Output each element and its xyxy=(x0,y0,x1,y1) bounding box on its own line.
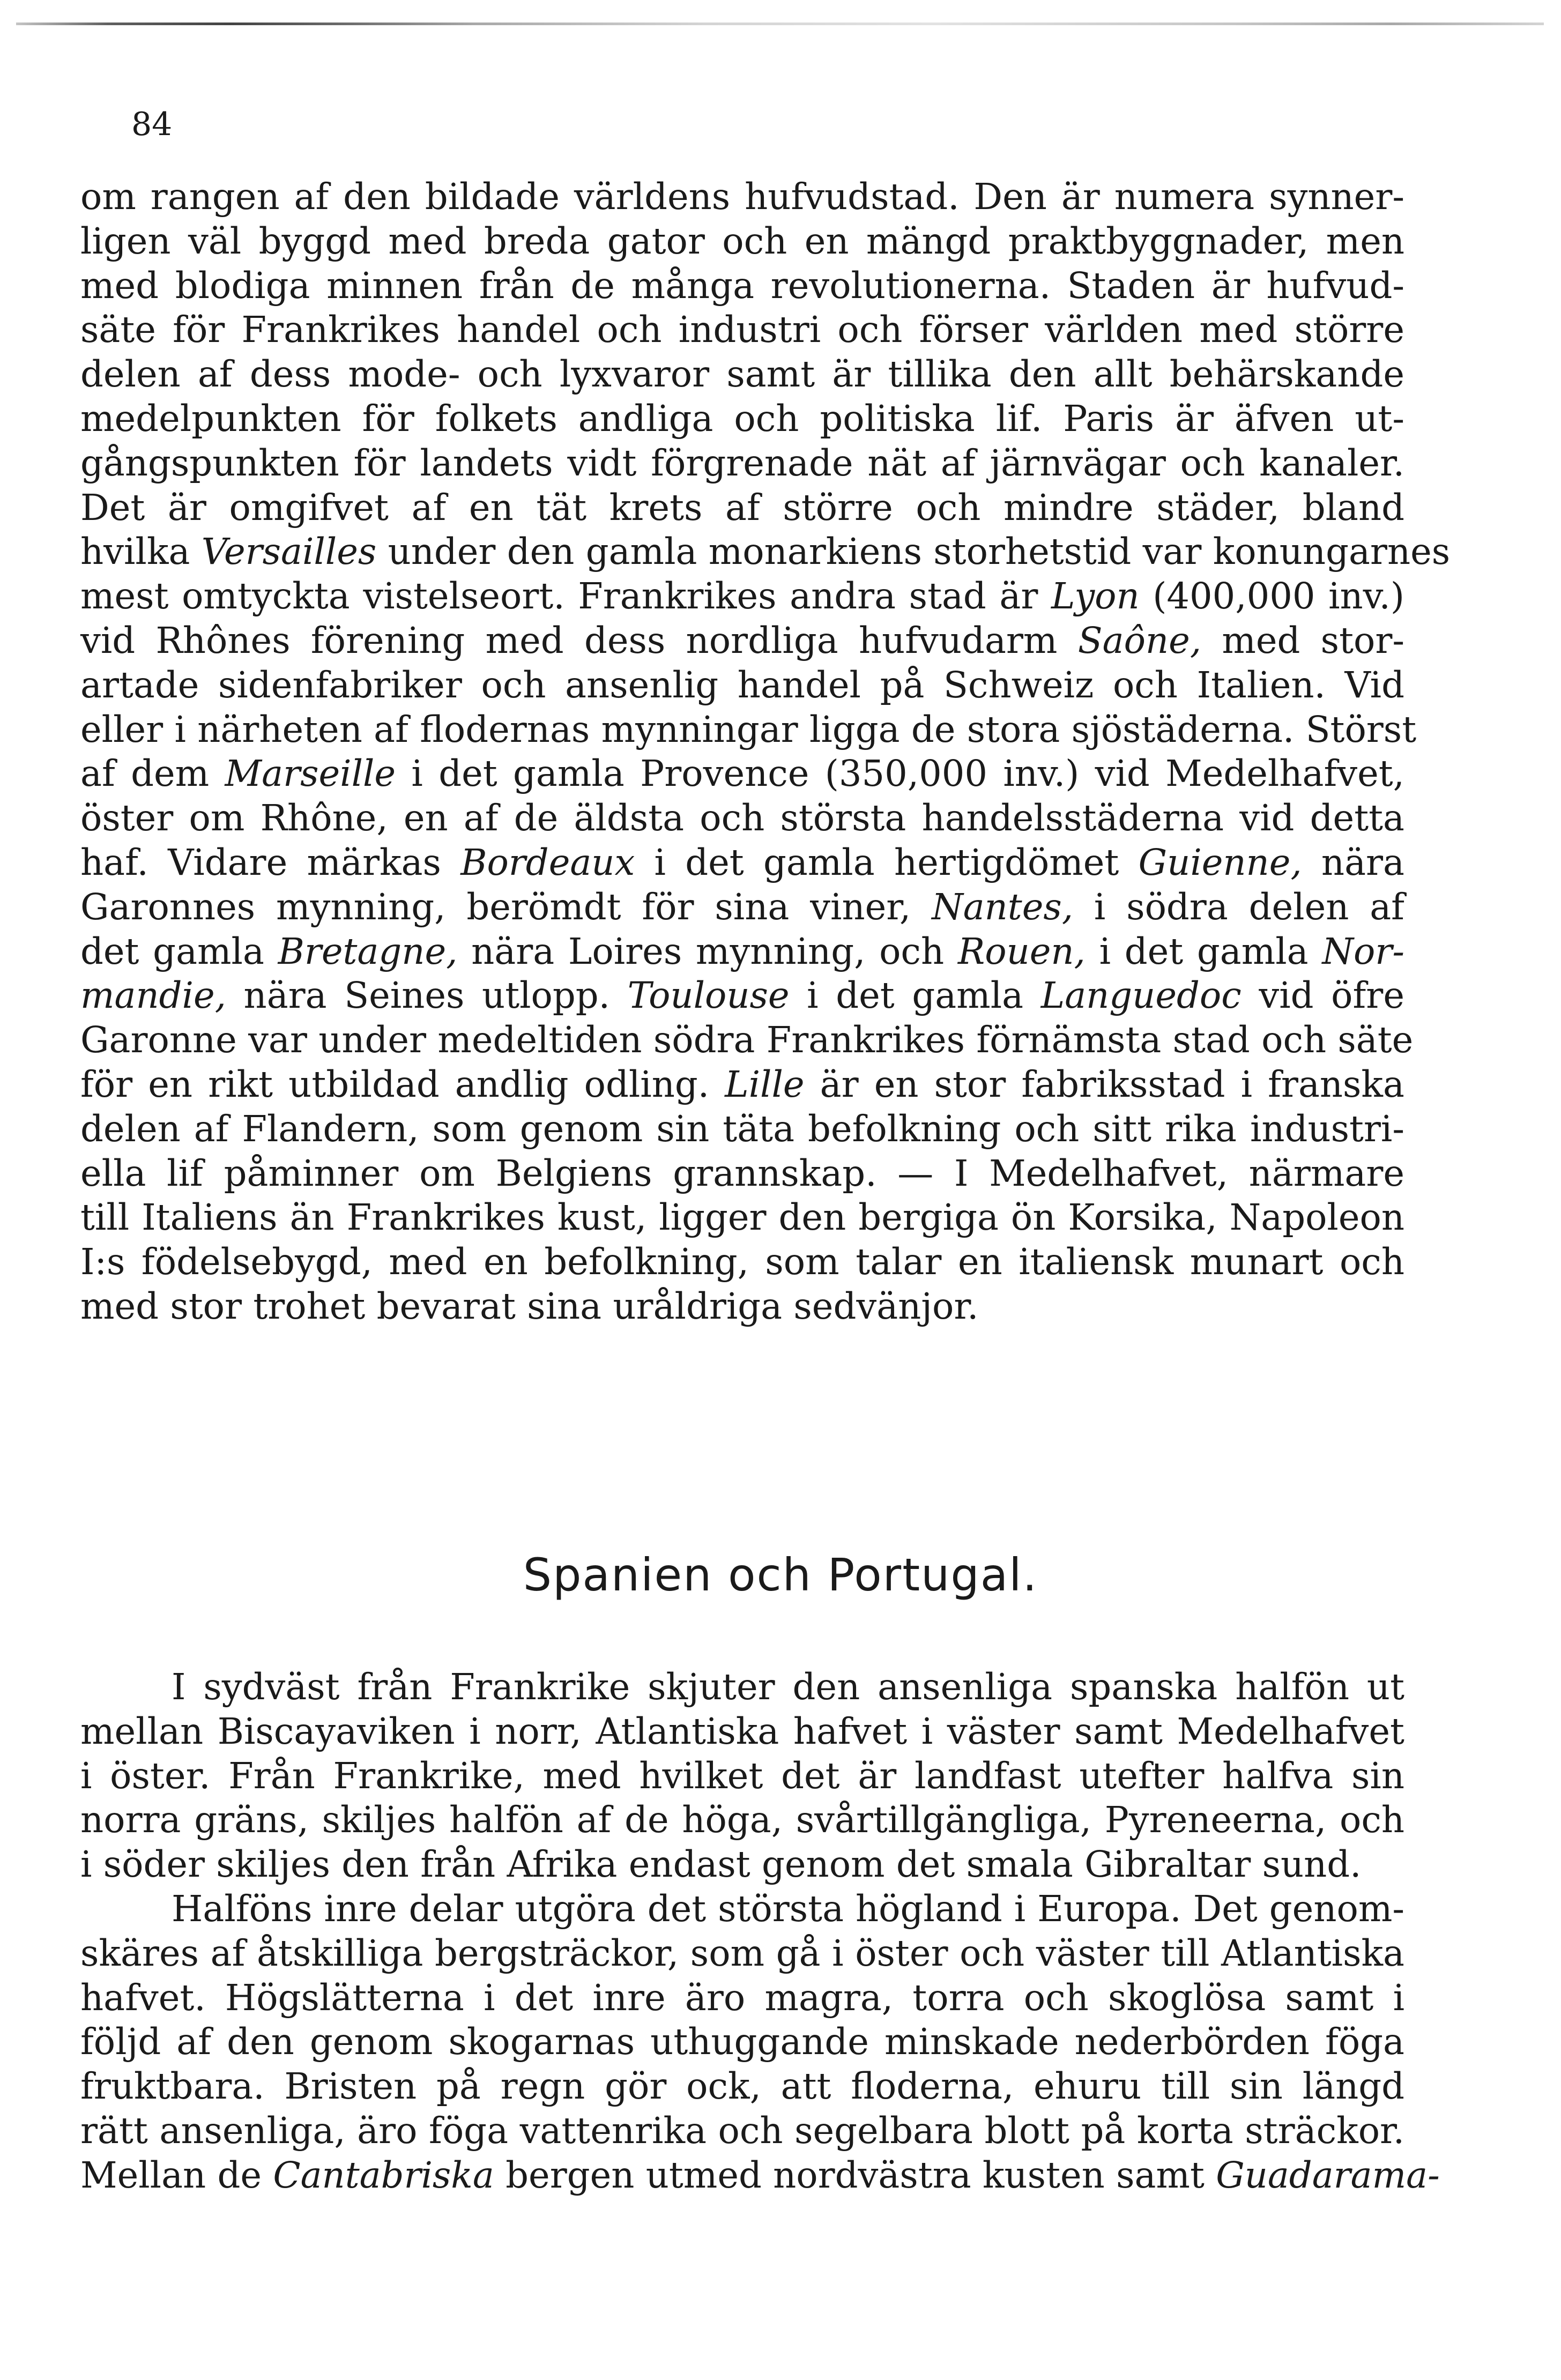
text-line: till Italiens än Frankrikes kust, ligger den bergiga ön Korsika, Napoleon xyxy=(80,1196,1404,1239)
italic-place-name: Cantabriska xyxy=(273,2154,494,2196)
text-line: Mellan de Cantabriska bergen utmed nordvästra kusten samt Guadarama- xyxy=(80,2154,1440,2196)
text-line: Garonne var under medeltiden södra Frankrikes förnämsta stad och säte xyxy=(80,1019,1414,1061)
text-line: I:s födelsebygd, med en befolkning, som talar en italiensk munart och xyxy=(80,1241,1404,1283)
text-line: mest omtyckta vistelseort. Frankrikes andra stad är Lyon (400,000 inv.) xyxy=(80,575,1404,618)
text-line: delen af dess mode- och lyxvaror samt är tillika den allt behärskande xyxy=(80,353,1404,396)
text-line: hafvet. Högslätterna i det inre äro magra, torra och skoglösa samt i xyxy=(80,1976,1404,2019)
text-line: det gamla Bretagne, nära Loires mynning, och Rouen, i det gamla Nor- xyxy=(80,930,1404,972)
text-line: med stor trohet bevarat sina uråldriga sedvänjor. xyxy=(80,1285,979,1327)
text-line: I sydväst från Frankrike skjuter den ansenliga spanska halfön ut xyxy=(172,1666,1404,1708)
section-heading: Spanien och Portugal. xyxy=(523,1549,1038,1601)
text-line: rätt ansenliga, äro föga vattenrika och segelbara blott på korta sträckor. xyxy=(80,2109,1404,2152)
text-line: vid Rhônes förening med dess nordliga hufvudarm Saône, med stor- xyxy=(80,619,1404,661)
text-line: säte för Frankrikes handel och industri och förser världen med större xyxy=(80,309,1404,351)
text-line: medelpunkten för folkets andliga och politiska lif. Paris är äfven ut- xyxy=(80,397,1404,440)
text-line: norra gräns, skiljes halfön af de höga, svårtillgängliga, Pyreneerna, och xyxy=(80,1799,1404,1841)
text-line: eller i närheten af flodernas mynningar ligga de stora sjöstäderna. Störst xyxy=(80,708,1417,750)
italic-place-name: Lille xyxy=(725,1063,805,1105)
italic-place-name: Languedoc xyxy=(1040,975,1242,1017)
paragraph-iberian-peninsula xyxy=(80,1665,1440,2198)
text-line: hvilka Versailles under den gamla monarkiens storhetstid var konungarnes xyxy=(80,531,1451,573)
text-line: om rangen af den bildade världens hufvudstad. Den är numera synner- xyxy=(80,176,1404,218)
text-line: med blodiga minnen från de många revolutionerna. Staden är hufvud- xyxy=(80,264,1404,307)
italic-place-name: Rouen, xyxy=(957,930,1086,972)
italic-place-name: Guienne, xyxy=(1138,841,1302,883)
italic-place-name: Bordeaux xyxy=(460,841,635,883)
text-line: i öster. Från Frankrike, med hvilket det är landfast utefter halfva sin xyxy=(80,1754,1404,1797)
italic-place-name: Saône, xyxy=(1077,619,1202,661)
text-line: Halföns inre delar utgöra det största högland i Europa. Det genom- xyxy=(172,1887,1404,1930)
text-line: artade sidenfabriker och ansenlig handel på Schweiz och Italien. Vid xyxy=(80,664,1404,706)
text-line: fruktbara. Bristen på regn gör ock, att floderna, ehuru till sin längd xyxy=(80,2065,1404,2108)
italic-place-name: Guadarama- xyxy=(1216,2154,1440,2196)
italic-place-name: Bretagne, xyxy=(278,930,458,972)
text-line: öster om Rhône, en af de äldsta och största handelsstäderna vid detta xyxy=(80,797,1404,839)
italic-place-name: Lyon xyxy=(1051,575,1140,618)
paragraph-paris-and-french-cities xyxy=(80,175,1451,1329)
page-number: 84 xyxy=(131,106,173,143)
italic-place-name: Versailles xyxy=(201,531,377,573)
text-line: för en rikt utbildad andlig odling. Lille är en stor fabriksstad i franska xyxy=(80,1063,1404,1105)
italic-place-name: Nor- xyxy=(1322,930,1404,972)
text-line: skäres af åtskilliga bergsträckor, som gå i öster och väster till Atlantiska xyxy=(80,1932,1404,1974)
text-line: ligen väl byggd med breda gator och en mängd praktbyggnader, men xyxy=(80,220,1404,262)
text-line: gångspunkten för landets vidt förgrenade nät af järnvägar och kanaler. xyxy=(80,442,1404,484)
text-line: haf. Vidare märkas Bordeaux i det gamla hertigdömet Guienne, nära xyxy=(80,841,1404,883)
text-line: i söder skiljes den från Afrika endast genom det smala Gibraltar sund. xyxy=(80,1843,1362,1886)
text-line: mandie, nära Seines utlopp. Toulouse i det gamla Languedoc vid öfre xyxy=(80,975,1404,1017)
text-line: Det är omgifvet af en tät krets af större och mindre städer, bland xyxy=(80,486,1404,529)
text-line: delen af Flandern, som genom sin täta befolkning och sitt rika industri- xyxy=(80,1107,1404,1150)
italic-place-name: Toulouse xyxy=(627,975,790,1017)
italic-place-name: Marseille xyxy=(225,753,396,795)
text-line: ella lif påminner om Belgiens grannskap. — I Medelhafvet, närmare xyxy=(80,1152,1404,1194)
scan-top-edge xyxy=(16,23,1544,25)
italic-place-name: Nantes, xyxy=(932,886,1074,928)
text-line: af dem Marseille i det gamla Provence (350,000 inv.) vid Medelhafvet, xyxy=(80,753,1404,795)
italic-place-name: mandie, xyxy=(80,975,226,1017)
text-line: Garonnes mynning, berömdt för sina viner, Nantes, i södra delen af xyxy=(80,886,1404,928)
text-line: följd af den genom skogarnas uthuggande minskade nederbörden föga xyxy=(80,2021,1404,2063)
text-line: mellan Biscayaviken i norr, Atlantiska hafvet i väster samt Medelhafvet xyxy=(80,1710,1404,1752)
